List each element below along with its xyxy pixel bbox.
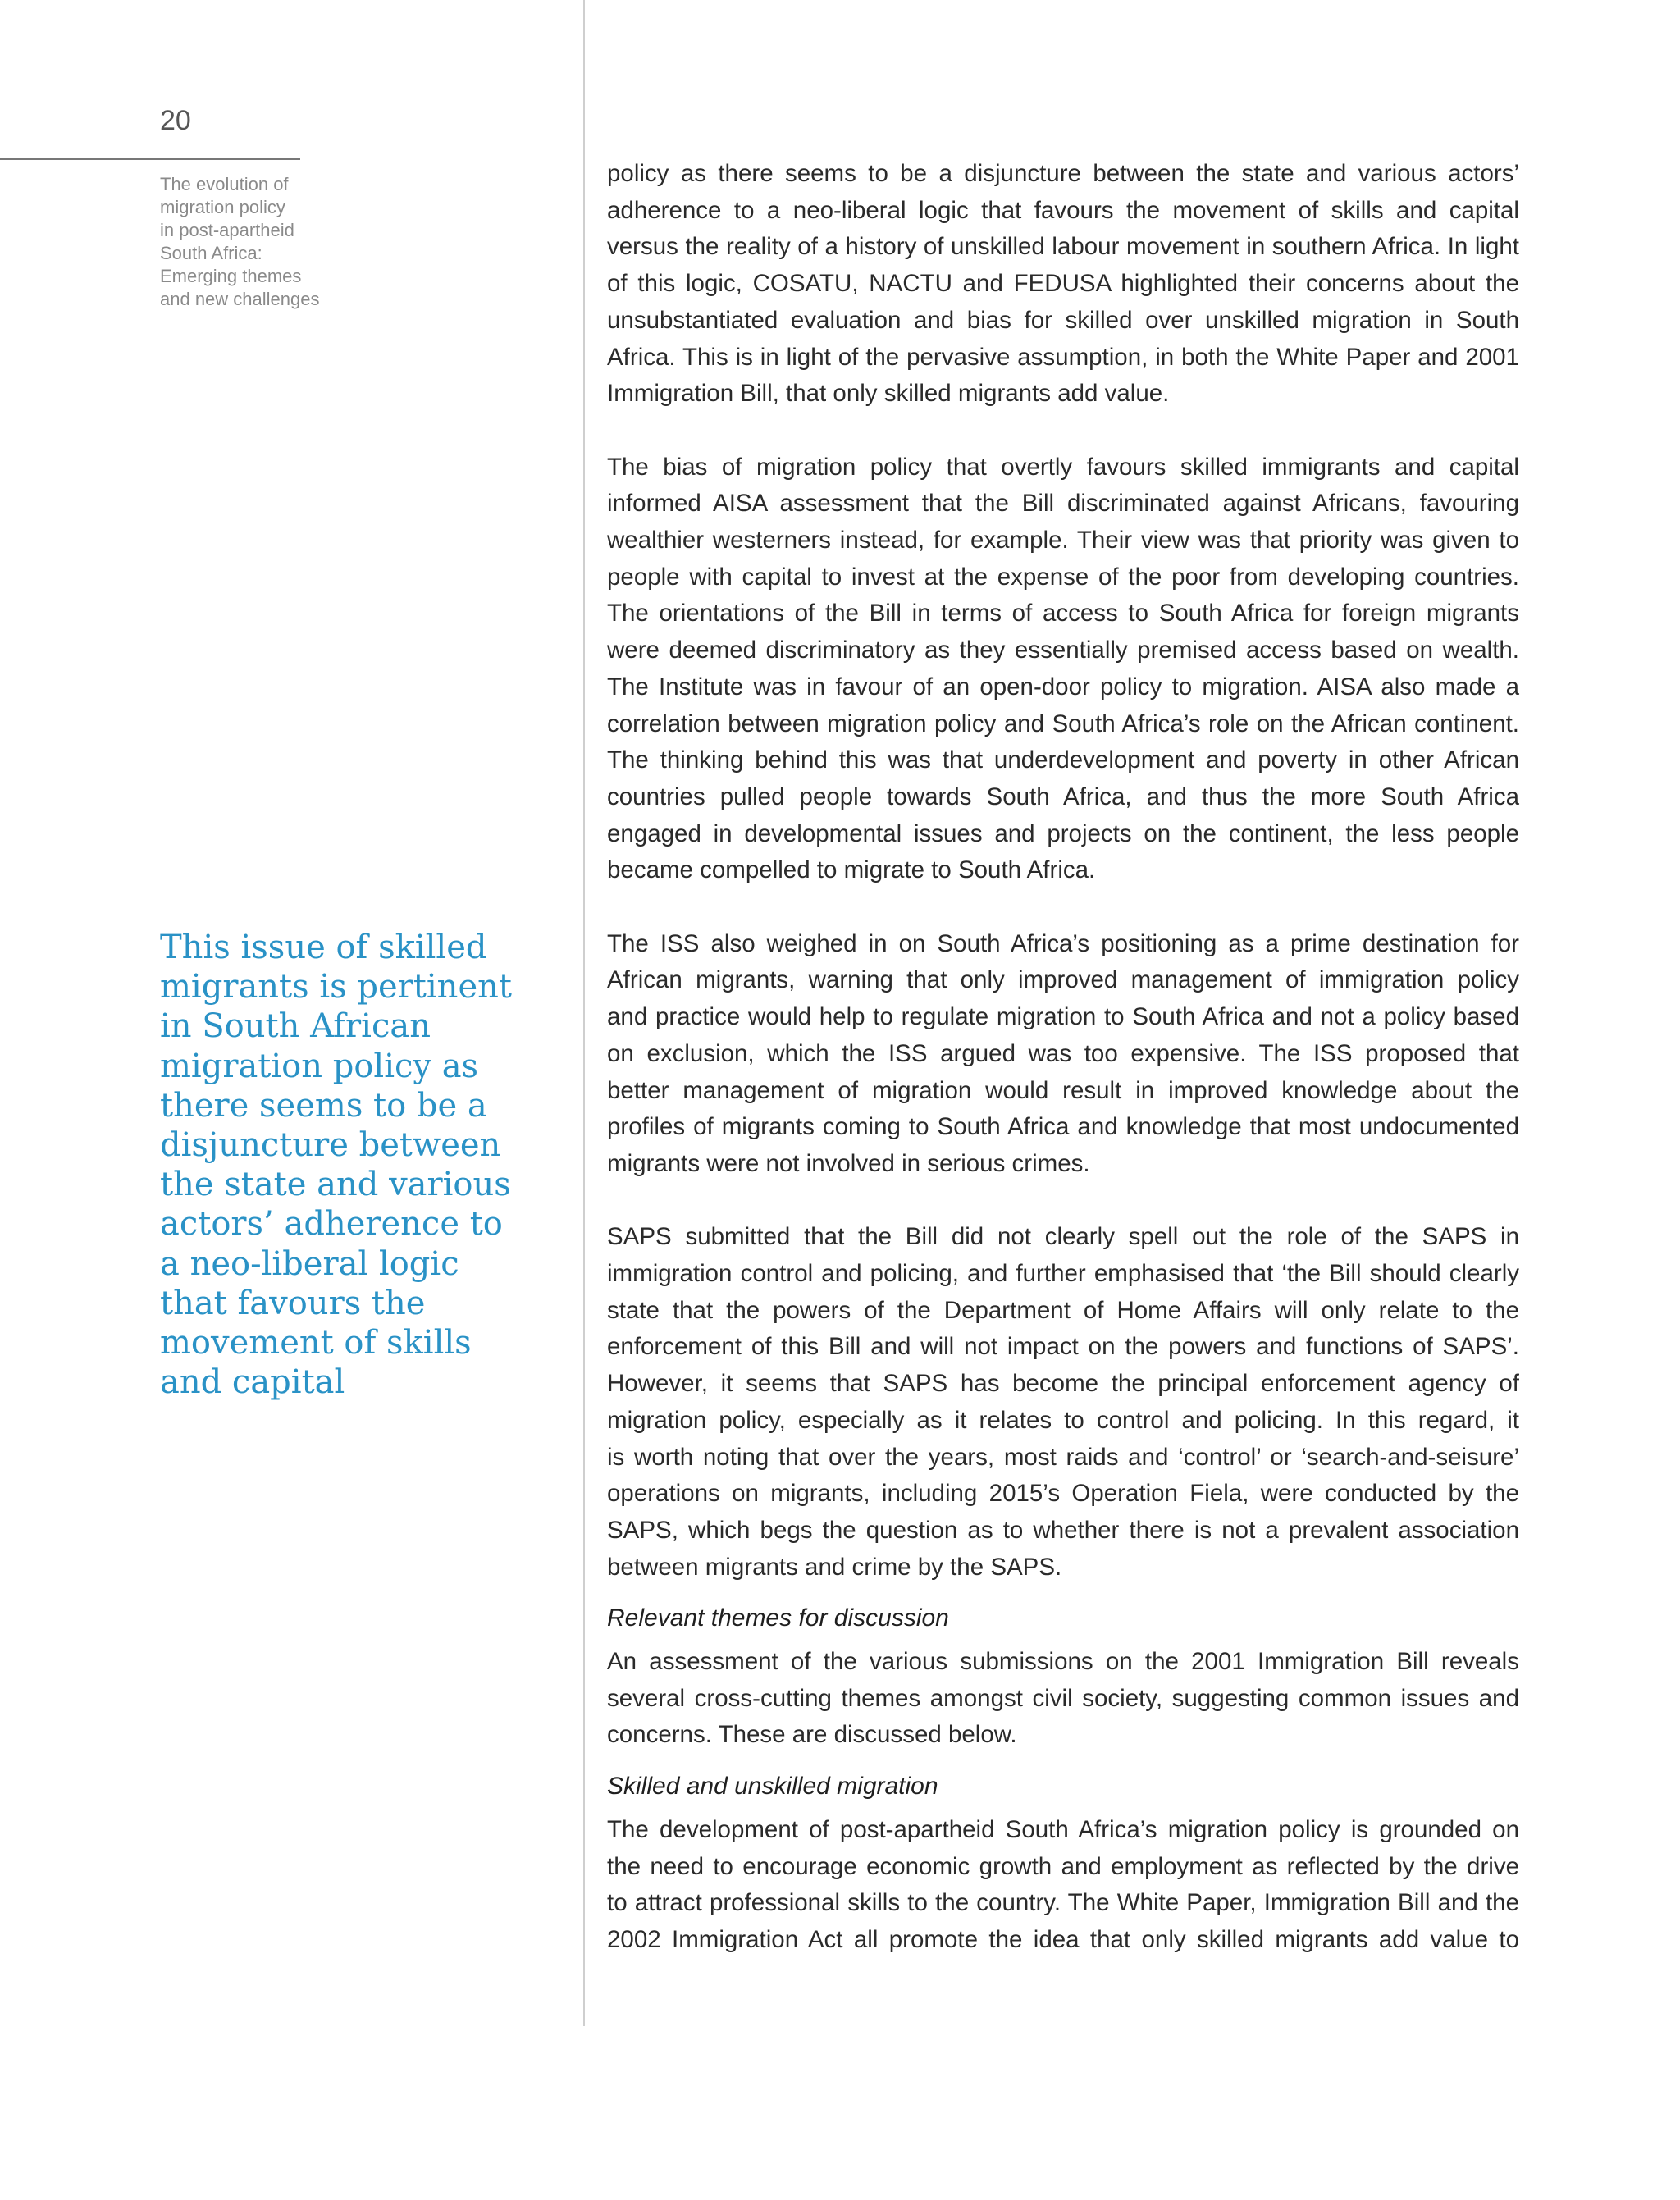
text-line: correlation between migration policy and South Africa’s role on the African continent.	[607, 710, 1519, 737]
text-line: immigration control and policing, and further emphasised that ‘the Bill should clearly	[607, 1260, 1519, 1288]
pull-quote-line: the state and various	[160, 1166, 511, 1204]
pull-quote-line: migrants is pertinent	[160, 968, 512, 1006]
text-line: informed AISA assessment that the Bill discriminated against Africans, favouring	[607, 490, 1519, 518]
text-line: 2002 Immigration Act all promote the idea that only skilled migrants add value to	[607, 1926, 1519, 1953]
pull-quote-line: migration policy as	[160, 1047, 479, 1085]
text-line: SAPS submitted that the Bill did not clearly spell out the role of the SAPS in	[607, 1223, 1519, 1251]
text-line: countries pulled people towards South Africa, and thus the more South Africa	[607, 783, 1519, 810]
pull-quote-line: actors’ adherence to	[160, 1205, 503, 1244]
text-line: on exclusion, which the ISS argued was too expensive. The ISS proposed that	[607, 1039, 1519, 1067]
body-paragraph-2	[607, 450, 1519, 889]
running-title-line: in post-apartheid	[160, 220, 294, 240]
header-rule	[0, 158, 300, 160]
text-line: adherence to a neo-liberal logic that favours the movement of skills and capital	[607, 196, 1519, 224]
text-line: is worth noting that over the years, most raids and ‘control’ or ‘search-and-seisure’	[607, 1443, 1519, 1471]
running-title-line: South Africa:	[160, 243, 262, 263]
text-line: several cross-cutting themes amongst civil society, suggesting common issues and	[607, 1684, 1519, 1712]
body-paragraph-4	[607, 1219, 1519, 1586]
text-line: unsubstantiated evaluation and bias for skilled over unskilled migration in South	[607, 306, 1519, 334]
text-line: Africa. This is in light of the pervasive assumption, in both the White Paper and 2001	[607, 343, 1519, 371]
body-paragraph-1	[607, 156, 1519, 413]
text-line: versus the reality of a history of unskilled labour movement in southern Africa. In light	[607, 233, 1519, 261]
text-line: policy as there seems to be a disjuncture between the state and various actors’	[607, 160, 1519, 187]
section-heading-relevant-themes: Relevant themes for discussion	[607, 1604, 949, 1632]
text-line: The Institute was in favour of an open-door policy to migration. AISA also made a	[607, 673, 1519, 701]
text-line: became compelled to migrate to South Africa.	[607, 856, 1096, 884]
pull-quote-line: that favours the	[160, 1284, 426, 1322]
text-line: engaged in developmental issues and projects on the continent, the less people	[607, 819, 1519, 847]
text-line: The development of post-apartheid South Africa’s migration policy is grounded on	[607, 1815, 1519, 1843]
text-line: Immigration Bill, that only skilled migrants add value.	[607, 380, 1170, 408]
text-line: migration policy, especially as it relates to control and policing. In this regard, it	[607, 1406, 1519, 1434]
pull-quote-line: and capital	[160, 1363, 345, 1402]
text-line: An assessment of the various submissions on the 2001 Immigration Bill reveals	[607, 1648, 1519, 1676]
text-line: The orientations of the Bill in terms of access to South Africa for foreign migrants	[607, 600, 1519, 628]
pull-quote-line: a neo-liberal logic	[160, 1244, 459, 1283]
pull-quote	[160, 928, 537, 1402]
column-divider	[583, 0, 585, 2026]
running-title-line: The evolution of	[160, 174, 289, 194]
text-line: wealthier westerners instead, for example. Their view was that priority was given to	[607, 527, 1519, 555]
text-line: profiles of migrants coming to South Africa and knowledge that most undocumented	[607, 1113, 1519, 1141]
pull-quote-line: there seems to be a	[160, 1086, 487, 1125]
text-line: migrants were not involved in serious crimes.	[607, 1149, 1090, 1177]
text-line: SAPS, which begs the question as to whether there is not a prevalent association	[607, 1516, 1519, 1544]
running-title-line: and new challenges	[160, 289, 320, 309]
text-line: The thinking behind this was that underdevelopment and poverty in other African	[607, 746, 1519, 774]
text-line: concerns. These are discussed below.	[607, 1721, 1017, 1749]
text-line: of this logic, COSATU, NACTU and FEDUSA highlighted their concerns about the	[607, 270, 1519, 298]
text-line: enforcement of this Bill and will not impact on the powers and functions of SAPS’.	[607, 1333, 1519, 1361]
text-line: However, it seems that SAPS has become the principal enforcement agency of	[607, 1370, 1519, 1398]
text-line: better management of migration would result in improved knowledge about the	[607, 1076, 1519, 1104]
text-line: between migrants and crime by the SAPS.	[607, 1553, 1062, 1581]
running-title-line: migration policy	[160, 197, 285, 217]
body-paragraph-3	[607, 926, 1519, 1183]
text-line: to attract professional skills to the country. The White Paper, Immigration Bill and the	[607, 1889, 1519, 1917]
text-line: African migrants, warning that only improved management of immigration policy	[607, 966, 1519, 994]
body-paragraph-5	[607, 1644, 1519, 1754]
text-line: were deemed discriminatory as they essentially premised access based on wealth.	[607, 637, 1519, 664]
text-line: state that the powers of the Department of Home Affairs will only relate to the	[607, 1296, 1519, 1324]
pull-quote-line: movement of skills	[160, 1324, 472, 1362]
body-paragraph-6	[607, 1812, 1519, 1959]
pull-quote-line: This issue of skilled	[160, 929, 487, 966]
main-column	[607, 156, 1519, 1959]
running-title-line: Emerging themes	[160, 266, 302, 286]
section-heading-skilled-unskilled: Skilled and unskilled migration	[607, 1773, 938, 1801]
text-line: the need to encourage economic growth and employment as reflected by the drive	[607, 1852, 1519, 1880]
text-line: people with capital to invest at the expense of the poor from developing countries.	[607, 563, 1519, 591]
page-number: 20	[160, 105, 191, 136]
text-line: operations on migrants, including 2015’s Operation Fiela, were conducted by the	[607, 1480, 1519, 1508]
pull-quote-line: in South African	[160, 1007, 431, 1046]
text-line: The bias of migration policy that overtly favours skilled immigrants and capital	[607, 453, 1519, 481]
text-line: The ISS also weighed in on South Africa’s positioning as a prime destination for	[607, 929, 1519, 957]
text-line: and practice would help to regulate migration to South Africa and not a policy based	[607, 1003, 1519, 1031]
pull-quote-line: disjuncture between	[160, 1126, 501, 1165]
running-title	[160, 173, 357, 311]
